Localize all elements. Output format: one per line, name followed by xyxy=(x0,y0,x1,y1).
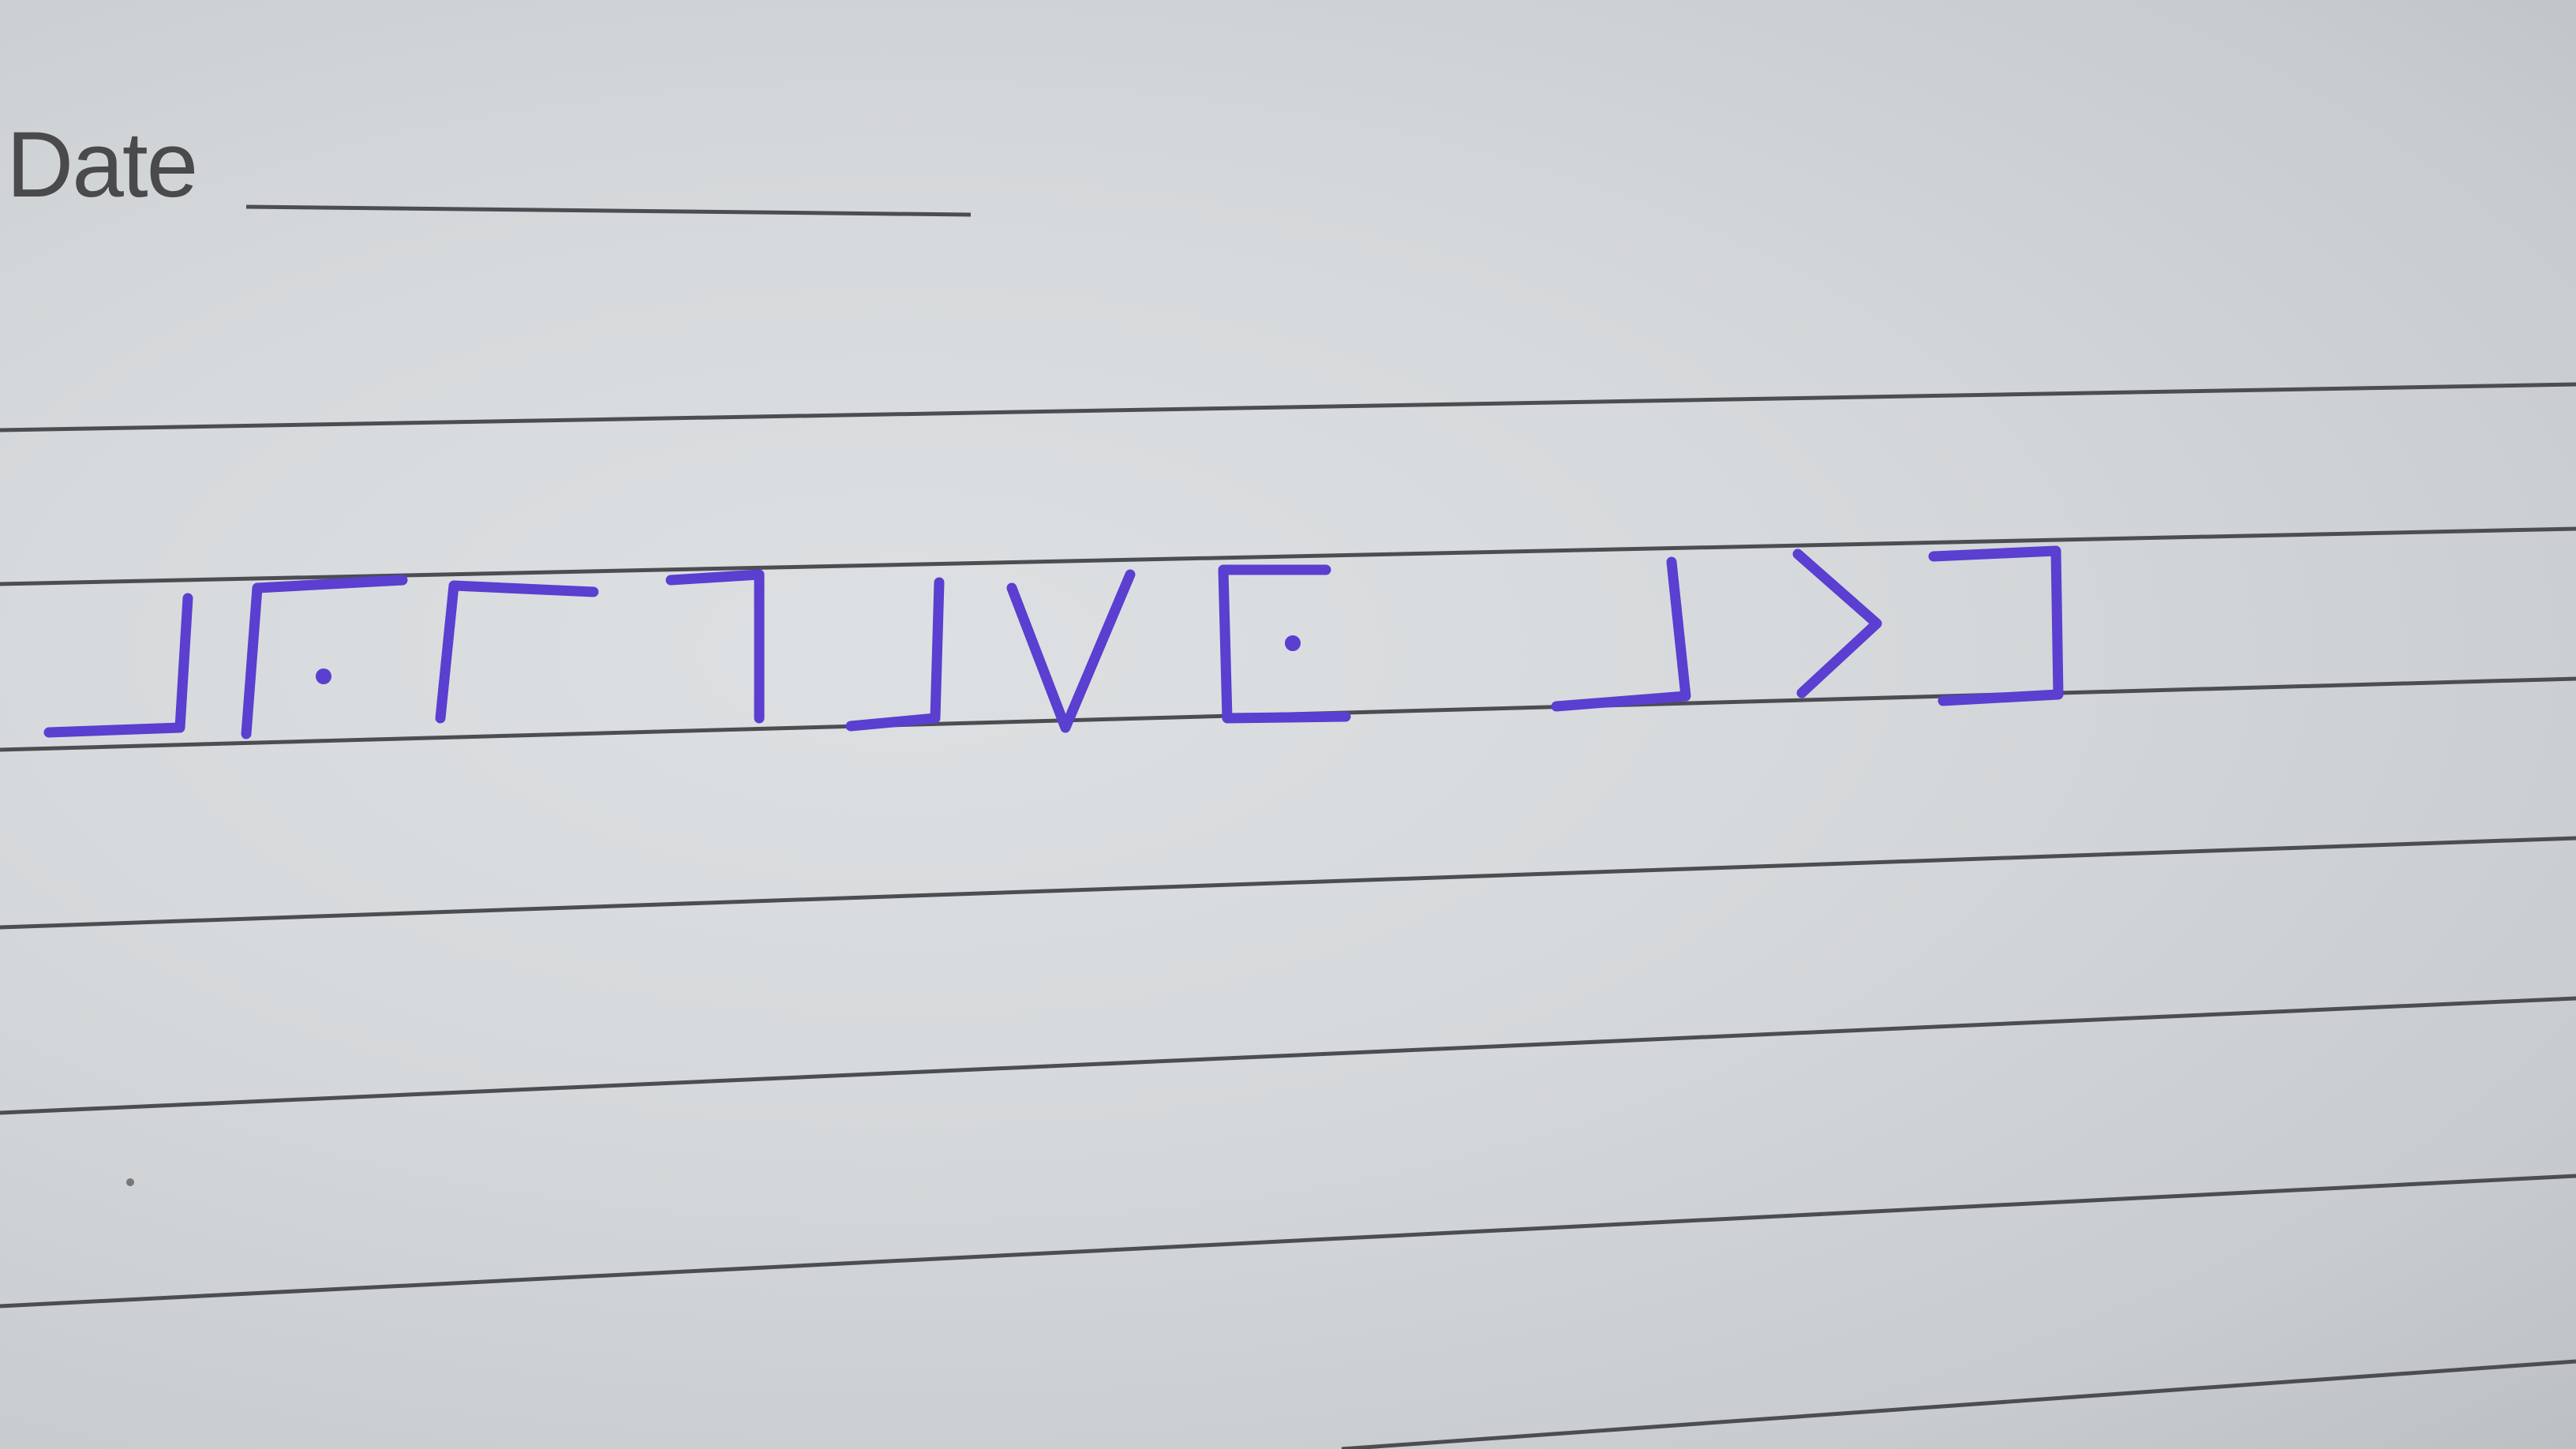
cipher-dot xyxy=(316,668,331,684)
date-underline xyxy=(246,207,971,215)
ruled-line xyxy=(0,998,2576,1113)
ruled-line xyxy=(1342,1361,2576,1449)
ruled-line xyxy=(0,384,2576,430)
pigpen-bracket-right-glyph xyxy=(1934,551,2058,701)
date-label: Date xyxy=(6,113,197,217)
pigpen-corner-bottom-right-glyph xyxy=(49,598,188,732)
pigpen-v-glyph xyxy=(1012,575,1130,728)
pigpen-corner-top-left-glyph xyxy=(246,580,402,734)
pigpen-chevron-right-glyph xyxy=(1798,554,1877,693)
pigpen-corner-top-left-glyph xyxy=(440,586,593,718)
pigpen-corner-top-right-glyph xyxy=(671,575,759,718)
pigpen-corner-bottom-right-glyph xyxy=(1556,562,1686,706)
paper-speck xyxy=(126,1178,134,1186)
pigpen-corner-bottom-right-glyph xyxy=(851,582,939,726)
ruled-line xyxy=(0,838,2576,927)
cipher-dot xyxy=(1285,635,1301,651)
ruled-line xyxy=(0,529,2576,584)
ruled-line xyxy=(0,1176,2576,1306)
pigpen-bracket-left-glyph xyxy=(1223,570,1346,718)
cipher-line xyxy=(49,551,2058,734)
ruled-lines xyxy=(0,384,2576,1449)
